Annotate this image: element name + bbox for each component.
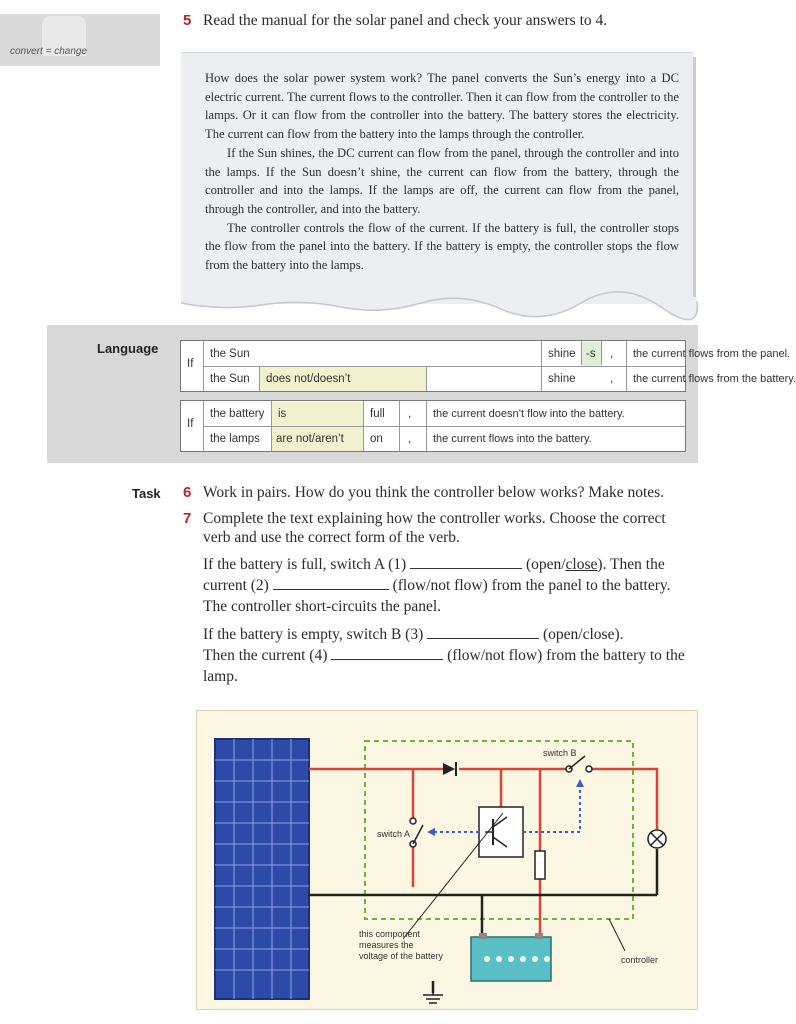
question-7-line-2: verb and use the correct form of the verb. (203, 529, 460, 546)
s2-part-d: (flow/not flow) from the battery to the (447, 647, 685, 664)
switch-a-icon (410, 818, 423, 847)
circuit-diagram (196, 710, 698, 1010)
switch-b-icon (566, 756, 592, 772)
switch-b-label: switch B (543, 748, 577, 758)
diode-icon (443, 762, 456, 776)
resistor-icon (535, 851, 545, 879)
question-7-number: 7 (183, 510, 192, 527)
battery-icon (471, 933, 551, 981)
controller-pointer (609, 919, 625, 951)
t2-r1-comma: , (408, 408, 412, 420)
s1-part-e: The controller short-circuits the panel. (203, 598, 442, 615)
ground-icon (423, 981, 443, 1003)
s1-part-c: current (2) (203, 577, 269, 594)
question-6-number: 6 (183, 484, 192, 501)
t2-r2-result: the current flows into the battery. (433, 433, 592, 445)
s1-part-d: (flow/not flow) from the panel to the battery. (392, 577, 671, 594)
t2-r1-adj: full (370, 408, 385, 420)
s2-part-b: (open/close). (543, 626, 624, 643)
manual-excerpt (181, 52, 693, 304)
question-7-line-1: Complete the text explaining how the controller works. Choose the correct (203, 510, 666, 527)
manual-paragraph-3: The controller controls the flow of the current. If the battery is full, the controller stops the flow from the panel into the battery. If the battery is empty, the controller stops the flow from the battery into the lamps. (205, 220, 679, 273)
exercise-sentence-1 (203, 554, 703, 617)
t1-r2-comma: , (610, 373, 614, 385)
t2-r1-subject: the battery (210, 408, 265, 420)
blank-4[interactable] (331, 646, 443, 660)
s1-underlined-close: close (565, 556, 598, 573)
solar-panel-icon (215, 739, 309, 999)
t1-r1-subject: the Sun (210, 348, 250, 360)
exercise-sentence-2 (203, 624, 703, 687)
if-label-1: If (187, 358, 194, 370)
t2-r1-verb: is (272, 402, 363, 426)
t1-r2-aux: does not/doesn’t (260, 367, 426, 391)
s1-part-b: (open/ (525, 556, 566, 573)
manual-paragraph-1: How does the solar power system work? The panel converts the Sun’s energy into a DC electric current. The current flows to the controller. Then it can flow from the controller to the lamps. Or it can flow from the controller into the battery. The battery stores the electricity. The current can flow from the battery into the lamps through the controller. (205, 71, 679, 142)
s1-part-b2: ). Then the (597, 556, 665, 573)
side-note (0, 14, 160, 66)
manual-paragraph-2: If the Sun shines, the DC current can flow from the panel, through the controller and into the lamps. If the Sun doesn’t shine, the current can flow from the battery, through the controller and into the lamps. If the lamps are off, the current can flow from the panel, through the controller, and into the battery. (205, 145, 679, 216)
arrow-up-icon (576, 779, 584, 787)
blank-1[interactable] (410, 555, 522, 569)
t2-r2-verb: are not/aren’t (272, 427, 363, 451)
component-note: this component measures the voltage of the battery (359, 929, 444, 961)
question-5-number: 5 (183, 12, 192, 29)
s2-part-e: lamp. (203, 668, 238, 685)
t2-r2-subject: the lamps (210, 433, 260, 445)
circuit-svg (197, 711, 699, 1011)
controller-label: controller (621, 955, 659, 965)
torn-edge (181, 297, 701, 315)
s2-part-c: Then the current (4) (203, 647, 328, 664)
transistor-icon (479, 807, 523, 857)
s1-part-a: If the battery is full, switch A (1) (203, 556, 407, 573)
t1-r2-verb: shine (548, 373, 576, 385)
grammar-table-1 (180, 340, 796, 392)
s2-part-a: If the battery is empty, switch B (3) (203, 626, 424, 643)
t2-r2-adj: on (370, 433, 383, 445)
blank-3[interactable] (427, 625, 539, 639)
language-label: Language (97, 341, 159, 356)
blank-2[interactable] (273, 576, 389, 590)
switch-a-label: switch A (377, 829, 411, 839)
task-label: Task (132, 486, 161, 501)
if-label-2: If (187, 418, 194, 430)
grammar-table-2 (180, 400, 686, 452)
t1-r1-verb: shine (548, 348, 576, 360)
t2-r1-result: the current doesn’t flow into the battery. (433, 408, 625, 420)
t1-r1-suffix: -s (582, 342, 601, 366)
t2-r2-comma: , (408, 433, 412, 445)
t1-r1-comma: , (610, 348, 614, 360)
t1-r2-subject: the Sun (210, 373, 250, 385)
question-6-text: Work in pairs. How do you think the controller below works? Make notes. (203, 484, 665, 501)
arrow-left-icon (427, 828, 435, 836)
lamp-icon (648, 830, 666, 848)
question-5-text: Read the manual for the solar panel and check your answers to 4. (203, 12, 608, 29)
t1-r2-result: the current flows from the battery. (633, 373, 796, 385)
t1-r1-result: the current flows from the panel. (633, 348, 791, 360)
side-note-text: convert = change (10, 46, 87, 57)
